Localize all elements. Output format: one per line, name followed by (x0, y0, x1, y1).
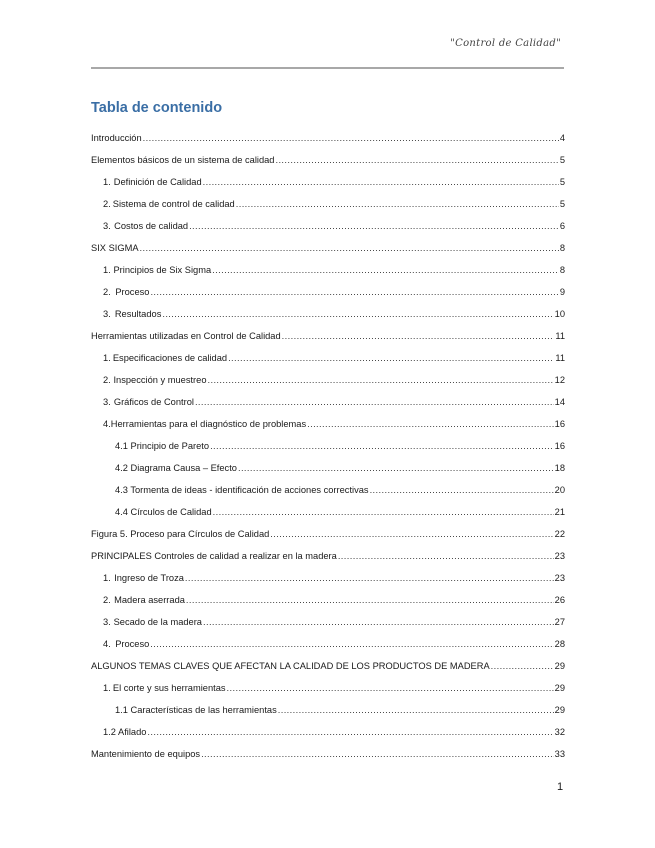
toc-entry-page: 4 (559, 133, 565, 143)
toc-entry-label: Mantenimiento de equipos (91, 749, 201, 759)
toc-entry-number: 4. (103, 639, 111, 649)
toc-entry[interactable] (91, 545, 565, 567)
toc-entry[interactable] (91, 589, 565, 611)
toc-entry-number: 2. (103, 199, 111, 209)
toc-dot-leader (236, 193, 559, 215)
toc-entry-number: 1. (103, 683, 111, 693)
toc-dot-leader (282, 325, 555, 347)
toc-entry[interactable] (91, 303, 565, 325)
toc-entry[interactable] (91, 721, 565, 743)
toc-entry-label: Herramientas utilizadas en Control de Calidad (91, 331, 281, 341)
toc-entry-page: 22 (554, 529, 565, 539)
toc-entry-page: 23 (554, 573, 565, 583)
toc-entry-page: 16 (554, 419, 565, 429)
toc-entry-label: Especificaciones de calidad (112, 353, 228, 363)
toc-entry-number: 3. (103, 397, 111, 407)
toc-title: Tabla de contenido (91, 100, 223, 116)
toc-entry-label: Resultados (114, 309, 162, 319)
toc-entry-page: 9 (559, 287, 565, 297)
toc-entry[interactable] (91, 677, 565, 699)
toc-entry[interactable] (91, 193, 565, 215)
toc-entry-page: 5 (559, 177, 565, 187)
toc-dot-leader (491, 655, 554, 677)
toc-entry-label: Proceso (115, 287, 150, 297)
toc-entry-page: 8 (559, 243, 565, 253)
toc-entry-number: 3. (103, 309, 111, 319)
toc-entry-page: 33 (554, 749, 565, 759)
toc-entry[interactable] (91, 523, 565, 545)
toc-entry[interactable] (91, 435, 565, 457)
toc-entry-number: 1. (103, 177, 111, 187)
toc-dot-leader (195, 391, 554, 413)
toc-entry-label: Definición de Calidad (113, 177, 202, 187)
toc-dot-leader (186, 589, 554, 611)
toc-dot-leader (213, 501, 554, 523)
toc-entry[interactable] (91, 369, 565, 391)
toc-entry-number: 1. (103, 573, 111, 583)
toc-entry[interactable] (91, 171, 565, 193)
toc-entry[interactable] (91, 413, 565, 435)
toc-dot-leader (278, 699, 554, 721)
toc-entry-label: 1.1 Características de las herramientas (115, 705, 277, 715)
toc-entry-label: El corte y sus herramientas (112, 683, 226, 693)
toc-entry-label: SIX SIGMA (91, 243, 139, 253)
toc-entry[interactable] (91, 391, 565, 413)
toc-dot-leader (370, 479, 554, 501)
toc-dot-leader (238, 457, 554, 479)
toc-entry[interactable] (91, 479, 565, 501)
toc-entry-number: 3. (103, 617, 111, 627)
toc-dot-leader (203, 171, 559, 193)
toc-entry-number: 3. (103, 221, 111, 231)
toc-dot-leader (150, 633, 553, 655)
page-number: 1 (557, 781, 564, 793)
toc-entry-page: 20 (554, 485, 565, 495)
toc-entry[interactable] (91, 633, 565, 655)
toc-entry-label: Secado de la madera (113, 617, 202, 627)
toc-dot-leader (307, 413, 554, 435)
running-header: "Control de Calidad" (450, 38, 561, 49)
toc-entry-label: Costos de calidad (114, 221, 189, 231)
toc-entry[interactable] (91, 237, 565, 259)
toc-entry[interactable] (91, 743, 565, 765)
toc-entry-page: 29 (554, 705, 565, 715)
toc-entry-page: 5 (559, 155, 565, 165)
toc-dot-leader (228, 347, 554, 369)
toc-dot-leader (227, 677, 554, 699)
toc-entry-page: 14 (554, 397, 565, 407)
toc-dot-leader (140, 237, 559, 259)
toc-dot-leader (203, 611, 554, 633)
toc-entry-page: 29 (554, 661, 565, 671)
toc-dot-leader (147, 721, 553, 743)
toc-entry-number: 2. (103, 595, 111, 605)
toc-dot-leader (162, 303, 553, 325)
toc-dot-leader (210, 435, 554, 457)
table-of-contents (91, 127, 565, 765)
toc-entry-number: 1. (103, 265, 111, 275)
toc-entry-page: 18 (554, 463, 565, 473)
toc-entry[interactable] (91, 149, 565, 171)
toc-entry-page: 11 (555, 331, 565, 341)
toc-entry-label: Ingreso de Troza (114, 573, 184, 583)
toc-entry-label: Introducción (91, 133, 142, 143)
toc-entry-label: Inspección y muestreo (113, 375, 207, 385)
toc-entry-page: 28 (554, 639, 565, 649)
toc-dot-leader (185, 567, 554, 589)
toc-dot-leader (275, 149, 558, 171)
toc-entry-number: 4. (103, 419, 111, 429)
toc-dot-leader (150, 281, 558, 303)
toc-entry-label: ALGUNOS TEMAS CLAVES QUE AFECTAN LA CALIDAD DE LOS PRODUCTOS DE MADERA (91, 661, 490, 671)
toc-dot-leader (207, 369, 553, 391)
toc-entry-label: Principios de Six Sigma (113, 265, 212, 275)
toc-entry-page: 6 (559, 221, 565, 231)
toc-entry-page: 11 (555, 353, 565, 363)
toc-dot-leader (270, 523, 553, 545)
toc-entry[interactable] (91, 699, 565, 721)
toc-entry-page: 8 (559, 265, 565, 275)
toc-entry[interactable] (91, 501, 565, 523)
toc-entry[interactable] (91, 347, 565, 369)
toc-entry-label: Proceso (115, 639, 150, 649)
toc-entry-label: Elementos básicos de un sistema de calidad (91, 155, 275, 165)
toc-entry-page: 5 (559, 199, 565, 209)
header-divider (91, 67, 564, 69)
toc-entry[interactable] (91, 611, 565, 633)
toc-entry-page: 27 (554, 617, 565, 627)
toc-entry-label: Herramientas para el diagnóstico de problemas (110, 419, 307, 429)
toc-entry[interactable] (91, 457, 565, 479)
toc-entry[interactable] (91, 655, 565, 677)
toc-entry-label: Madera aserrada (114, 595, 185, 605)
toc-dot-leader (212, 259, 559, 281)
toc-dot-leader (143, 127, 559, 149)
toc-entry[interactable] (91, 259, 565, 281)
toc-entry[interactable] (91, 567, 565, 589)
toc-dot-leader (201, 743, 554, 765)
toc-entry-page: 12 (554, 375, 565, 385)
toc-entry-number: 1. (103, 353, 111, 363)
toc-entry-page: 23 (554, 551, 565, 561)
toc-entry-page: 32 (554, 727, 565, 737)
toc-entry-page: 10 (554, 309, 565, 319)
toc-entry-page: 29 (554, 683, 565, 693)
toc-entry-number: 2. (103, 375, 111, 385)
toc-entry-label: 1.2 Afilado (103, 727, 147, 737)
toc-entry-label: 4.1 Principio de Pareto (115, 441, 210, 451)
toc-entry[interactable] (91, 281, 565, 303)
toc-entry[interactable] (91, 215, 565, 237)
toc-dot-leader (189, 215, 559, 237)
toc-entry-page: 21 (554, 507, 565, 517)
toc-entry-number: 2. (103, 287, 111, 297)
toc-entry-label: PRINCIPALES Controles de calidad a realizar en la madera (91, 551, 337, 561)
toc-entry-page: 26 (554, 595, 565, 605)
toc-entry-label: 4.2 Diagrama Causa – Efecto (115, 463, 237, 473)
toc-entry-label: Gráficos de Control (113, 397, 194, 407)
toc-entry[interactable] (91, 127, 565, 149)
toc-entry[interactable] (91, 325, 565, 347)
toc-dot-leader (338, 545, 554, 567)
toc-entry-label: 4.4 Círculos de Calidad (115, 507, 212, 517)
toc-entry-label: 4.3 Tormenta de ideas - identificación de acciones correctivas (115, 485, 369, 495)
toc-entry-page: 16 (554, 441, 565, 451)
toc-entry-label: Figura 5. Proceso para Círculos de Calidad (91, 529, 270, 539)
toc-entry-label: Sistema de control de calidad (112, 199, 235, 209)
